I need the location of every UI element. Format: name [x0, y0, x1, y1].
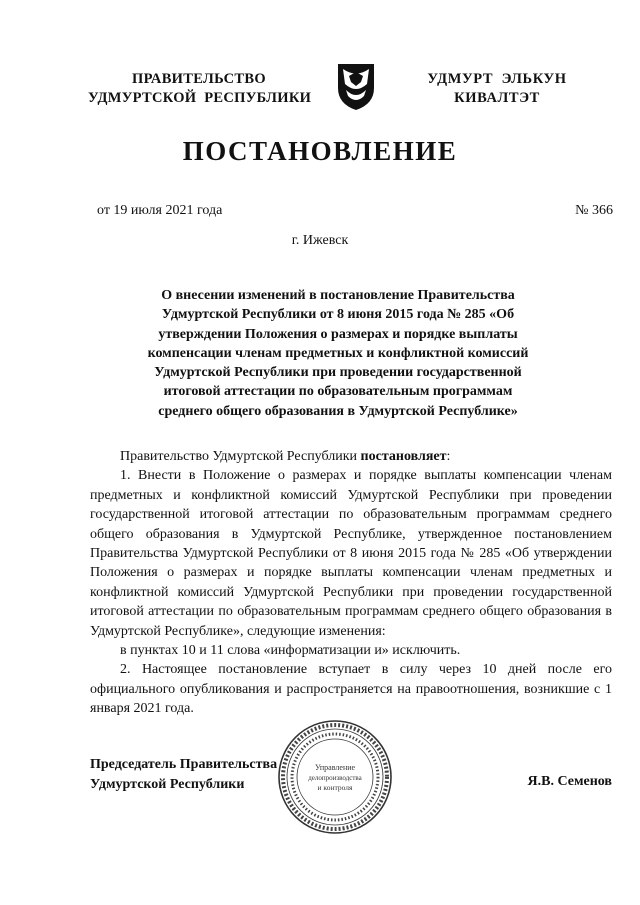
- title-line: Удмуртской Республики от 8 июня 2015 года № 285 «Об: [161, 307, 515, 323]
- issuer-ru: [88, 70, 310, 108]
- document-number: № 366: [575, 203, 613, 218]
- signatory-name: Я.В. Семенов: [527, 774, 612, 789]
- document-date: от 19 июля 2021 года: [97, 203, 223, 218]
- title-line: О внесении изменений в постановление Правительства: [161, 288, 515, 303]
- document-city: г. Ижевск: [291, 233, 349, 248]
- item-2-paragraph: 2. Настоящее постановление вступает в силу через 10 дней после его официального опубликования и распространяется на правоотношения, возникшие с 1 января 2021 года.: [90, 662, 612, 717]
- item-1-sub-paragraph: в пунктах 10 и 11 слова «информатизации и» исключить.: [120, 643, 461, 659]
- signatory-position: [90, 755, 277, 794]
- issuer-udm: [412, 70, 582, 108]
- position-line1: Председатель Правительства: [90, 757, 278, 772]
- document-type: ПОСТАНОВЛЕНИЕ: [182, 136, 458, 166]
- intro-colon: :: [446, 449, 451, 464]
- document-body: [90, 447, 612, 719]
- intro-verb: постановляет: [360, 449, 447, 464]
- issuer-udm-line2: КИВАЛТЭТ: [454, 90, 540, 106]
- stamp-text-line: и контроля: [317, 783, 353, 792]
- title-line: среднего общего образования в Удмуртской Республике»: [158, 403, 518, 419]
- udmurt-coat-of-arms-icon: [334, 60, 378, 112]
- intro-text: Правительство Удмуртской Республики: [120, 449, 361, 464]
- stamp-text-line: Управление: [314, 763, 356, 772]
- title-line: утверждении Положения о размерах и порядке выплаты: [158, 326, 518, 342]
- title-line: Удмуртской Республики при проведении государственной: [154, 365, 522, 381]
- title-line: компенсации членам предметных и конфликтной комиссий: [147, 345, 529, 361]
- issuer-udm-line1: УДМУРТ ЭЛЬКУН: [427, 71, 567, 87]
- issuer-ru-line2: УДМУРТСКОЙ РЕСПУБЛИКИ: [88, 90, 312, 106]
- position-line2: Удмуртской Республики: [90, 776, 245, 792]
- item-1-paragraph: 1. Внести в Положение о размерах и порядке выплаты компенсации членам предметных и конфликтной комиссий Удмуртской Республики при проведении государственной итоговой аттестации по образовательным программам среднего общего образования в Удмуртской Республике, утвержденное постановлением Правительства Удмуртской Республики от 8 июня 2015 года № 285 «Об утверждении Положения о размерах и порядке выплаты компенсации членам предметных и конфликтной комиссий Удмуртской Республики при проведении государственной итоговой аттестации по образовательным программам среднего общего образования в Удмуртской Республике», следующие изменения:: [90, 468, 612, 639]
- official-seal: [276, 718, 394, 836]
- intro-paragraph: [90, 447, 612, 466]
- title-line: итоговой аттестации по образовательным программам: [163, 384, 513, 400]
- issuer-ru-line1: ПРАВИТЕЛЬСТВО: [132, 71, 266, 87]
- document-title: [118, 286, 558, 421]
- stamp-text-line: делопроизводства: [308, 774, 362, 782]
